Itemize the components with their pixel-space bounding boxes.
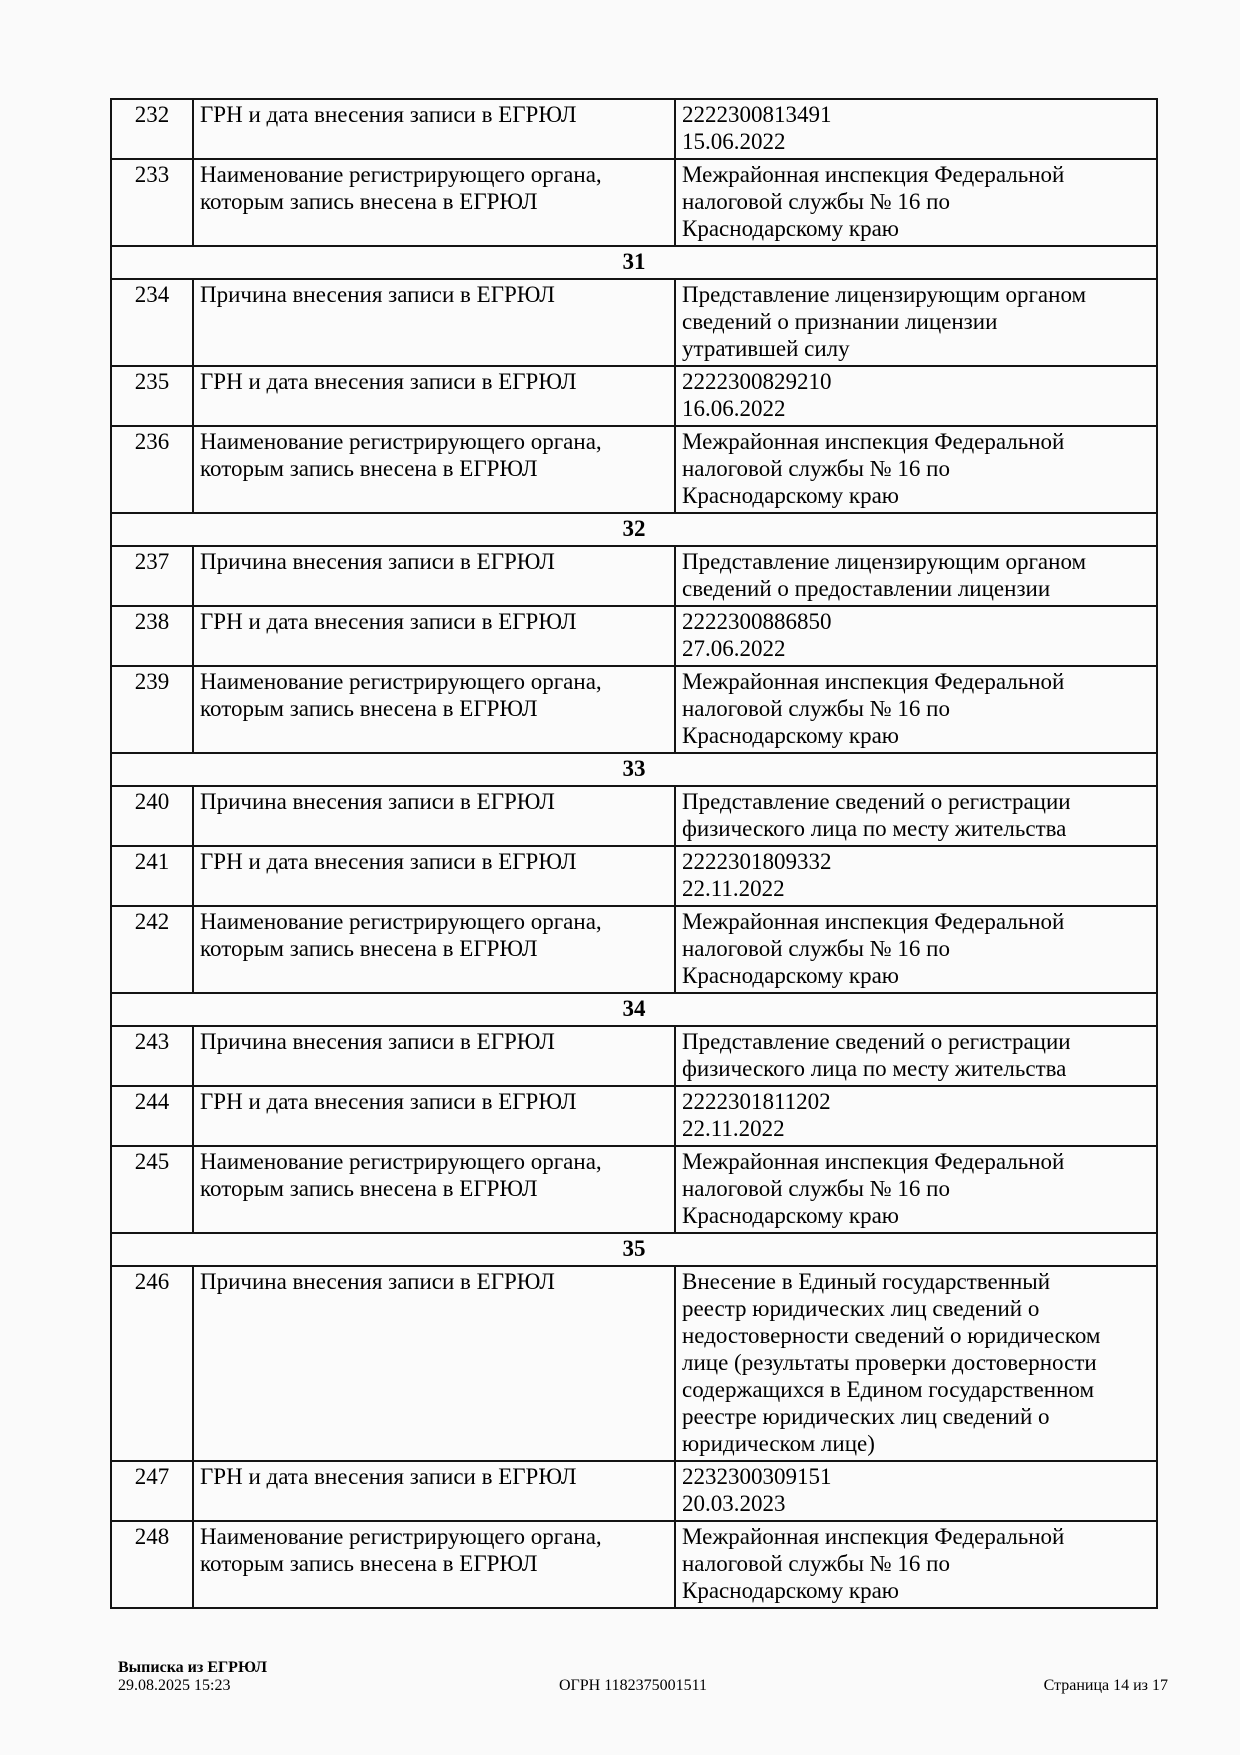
cell-text-line: Краснодарскому краю (682, 1578, 899, 1603)
record-field-label (193, 546, 675, 606)
cell-text-line: налоговой службы № 16 по (682, 1551, 950, 1576)
cell-text-line: Межрайонная инспекция Федеральной (682, 1149, 1065, 1174)
record-field-value (675, 606, 1157, 666)
record-field-value (675, 1086, 1157, 1146)
record-row (111, 1146, 1157, 1233)
cell-text-line: 15.06.2022 (682, 129, 786, 154)
record-field-value (675, 1146, 1157, 1233)
cell-text-line: ГРН и дата внесения записи в ЕГРЮЛ (200, 369, 577, 394)
record-field-value (675, 366, 1157, 426)
record-row (111, 1266, 1157, 1461)
record-field-value (675, 99, 1157, 159)
record-field-label (193, 99, 675, 159)
record-row (111, 546, 1157, 606)
record-field-value (675, 1461, 1157, 1521)
cell-text-line: Наименование регистрирующего органа, (200, 1149, 602, 1174)
cell-text-line: налоговой службы № 16 по (682, 456, 950, 481)
cell-text-line: Краснодарскому краю (682, 1203, 899, 1228)
record-field-value (675, 786, 1157, 846)
section-number: 35 (111, 1233, 1157, 1266)
cell-text-line: ГРН и дата внесения записи в ЕГРЮЛ (200, 609, 577, 634)
cell-text-line: Наименование регистрирующего органа, (200, 429, 602, 454)
record-field-value (675, 426, 1157, 513)
record-field-label (193, 1266, 675, 1461)
cell-text-line: физического лица по месту жительства (682, 816, 1067, 841)
record-field-value (675, 546, 1157, 606)
record-field-label (193, 279, 675, 366)
cell-text-line: которым запись внесена в ЕГРЮЛ (200, 456, 538, 481)
footer-ogrn: ОГРН 1182375001511 (558, 1677, 708, 1694)
cell-text-line: которым запись внесена в ЕГРЮЛ (200, 936, 538, 961)
cell-text-line: Межрайонная инспекция Федеральной (682, 669, 1065, 694)
record-number: 245 (111, 1146, 193, 1233)
cell-text-line: налоговой службы № 16 по (682, 696, 950, 721)
cell-text-line: 20.03.2023 (682, 1491, 786, 1516)
record-field-label (193, 1521, 675, 1608)
record-number: 233 (111, 159, 193, 246)
cell-text-line: Причина внесения записи в ЕГРЮЛ (200, 1029, 555, 1054)
record-field-value (675, 1026, 1157, 1086)
record-field-label (193, 786, 675, 846)
record-field-label (193, 366, 675, 426)
cell-text-line: реестре юридических лиц сведений о (682, 1404, 1050, 1429)
cell-text-line: Межрайонная инспекция Федеральной (682, 909, 1065, 934)
record-number: 241 (111, 846, 193, 906)
cell-text-line: Краснодарскому краю (682, 216, 899, 241)
record-number: 236 (111, 426, 193, 513)
record-number: 232 (111, 99, 193, 159)
record-field-value (675, 1266, 1157, 1461)
cell-text-line: 2222300886850 (682, 609, 832, 634)
cell-text-line: Представление сведений о регистрации (682, 1029, 1071, 1054)
section-number: 34 (111, 993, 1157, 1026)
cell-text-line: юридическом лице) (682, 1431, 875, 1456)
record-number: 239 (111, 666, 193, 753)
record-row (111, 666, 1157, 753)
record-row (111, 606, 1157, 666)
record-row (111, 1026, 1157, 1086)
record-field-value (675, 279, 1157, 366)
record-row (111, 1521, 1157, 1608)
cell-text-line: 2222300829210 (682, 369, 832, 394)
footer-page-number: Страница 14 из 17 (1043, 1677, 1168, 1694)
record-number: 243 (111, 1026, 193, 1086)
record-field-value (675, 666, 1157, 753)
cell-text-line: Межрайонная инспекция Федеральной (682, 429, 1065, 454)
cell-text-line: налоговой службы № 16 по (682, 189, 950, 214)
record-number: 237 (111, 546, 193, 606)
record-field-label (193, 159, 675, 246)
record-field-label (193, 1461, 675, 1521)
record-field-value (675, 846, 1157, 906)
cell-text-line: 16.06.2022 (682, 396, 786, 421)
cell-text-line: Краснодарскому краю (682, 963, 899, 988)
cell-text-line: Причина внесения записи в ЕГРЮЛ (200, 282, 555, 307)
cell-text-line: Представление лицензирующим органом (682, 282, 1087, 307)
cell-text-line: Межрайонная инспекция Федеральной (682, 1524, 1065, 1549)
cell-text-line: которым запись внесена в ЕГРЮЛ (200, 696, 538, 721)
cell-text-line: которым запись внесена в ЕГРЮЛ (200, 1551, 538, 1576)
record-field-label (193, 1146, 675, 1233)
record-number: 235 (111, 366, 193, 426)
cell-text-line: Представление лицензирующим органом (682, 549, 1087, 574)
record-row (111, 1086, 1157, 1146)
cell-text-line: Межрайонная инспекция Федеральной (682, 162, 1065, 187)
cell-text-line: Наименование регистрирующего органа, (200, 669, 602, 694)
section-header-row (111, 1233, 1157, 1266)
record-number: 240 (111, 786, 193, 846)
record-number: 244 (111, 1086, 193, 1146)
cell-text-line: Наименование регистрирующего органа, (200, 1524, 602, 1549)
record-field-label (193, 426, 675, 513)
section-number: 32 (111, 513, 1157, 546)
record-field-label (193, 666, 675, 753)
record-row (111, 159, 1157, 246)
egrul-records-table (110, 98, 1158, 1609)
section-header-row (111, 993, 1157, 1026)
record-row (111, 846, 1157, 906)
cell-text-line: утратившей силу (682, 336, 850, 361)
cell-text-line: лице (результаты проверки достоверности (682, 1350, 1097, 1375)
record-number: 248 (111, 1521, 193, 1608)
cell-text-line: 22.11.2022 (682, 876, 785, 901)
record-field-value (675, 906, 1157, 993)
cell-text-line: ГРН и дата внесения записи в ЕГРЮЛ (200, 102, 577, 127)
cell-text-line: Внесение в Единый государственный (682, 1269, 1051, 1294)
cell-text-line: 2222301809332 (682, 849, 832, 874)
cell-text-line: Наименование регистрирующего органа, (200, 162, 602, 187)
record-row (111, 279, 1157, 366)
cell-text-line: Представление сведений о регистрации (682, 789, 1071, 814)
cell-text-line: недостоверности сведений о юридическом (682, 1323, 1101, 1348)
cell-text-line: которым запись внесена в ЕГРЮЛ (200, 189, 538, 214)
record-field-label (193, 1086, 675, 1146)
record-field-label (193, 606, 675, 666)
record-field-value (675, 1521, 1157, 1608)
record-field-label (193, 1026, 675, 1086)
cell-text-line: налоговой службы № 16 по (682, 936, 950, 961)
record-row (111, 786, 1157, 846)
section-number: 31 (111, 246, 1157, 279)
footer-doc-title: Выписка из ЕГРЮЛ (118, 1659, 268, 1676)
cell-text-line: реестр юридических лиц сведений о (682, 1296, 1040, 1321)
record-row (111, 99, 1157, 159)
record-number: 238 (111, 606, 193, 666)
cell-text-line: Краснодарскому краю (682, 723, 899, 748)
record-row (111, 366, 1157, 426)
cell-text-line: Причина внесения записи в ЕГРЮЛ (200, 549, 555, 574)
cell-text-line: ГРН и дата внесения записи в ЕГРЮЛ (200, 849, 577, 874)
cell-text-line: содержащихся в Едином государственном (682, 1377, 1095, 1402)
record-number: 246 (111, 1266, 193, 1461)
cell-text-line: Причина внесения записи в ЕГРЮЛ (200, 1269, 555, 1294)
record-number: 234 (111, 279, 193, 366)
cell-text-line: 2222300813491 (682, 102, 832, 127)
record-row (111, 426, 1157, 513)
cell-text-line: сведений о признании лицензии (682, 309, 998, 334)
cell-text-line: ГРН и дата внесения записи в ЕГРЮЛ (200, 1464, 577, 1489)
cell-text-line: сведений о предоставлении лицензии (682, 576, 1051, 601)
section-header-row (111, 753, 1157, 786)
record-field-label (193, 906, 675, 993)
record-row (111, 906, 1157, 993)
cell-text-line: Краснодарскому краю (682, 483, 899, 508)
cell-text-line: 27.06.2022 (682, 636, 786, 661)
cell-text-line: 2232300309151 (682, 1464, 832, 1489)
cell-text-line: налоговой службы № 16 по (682, 1176, 950, 1201)
record-row (111, 1461, 1157, 1521)
section-number: 33 (111, 753, 1157, 786)
record-number: 247 (111, 1461, 193, 1521)
record-field-value (675, 159, 1157, 246)
record-field-label (193, 846, 675, 906)
cell-text-line: 2222301811202 (682, 1089, 831, 1114)
cell-text-line: физического лица по месту жительства (682, 1056, 1067, 1081)
cell-text-line: ГРН и дата внесения записи в ЕГРЮЛ (200, 1089, 577, 1114)
cell-text-line: 22.11.2022 (682, 1116, 785, 1141)
cell-text-line: Причина внесения записи в ЕГРЮЛ (200, 789, 555, 814)
section-header-row (111, 513, 1157, 546)
cell-text-line: Наименование регистрирующего органа, (200, 909, 602, 934)
footer-datetime: 29.08.2025 15:23 (118, 1677, 231, 1694)
cell-text-line: которым запись внесена в ЕГРЮЛ (200, 1176, 538, 1201)
records-table-body (111, 99, 1157, 1608)
section-header-row (111, 246, 1157, 279)
record-number: 242 (111, 906, 193, 993)
